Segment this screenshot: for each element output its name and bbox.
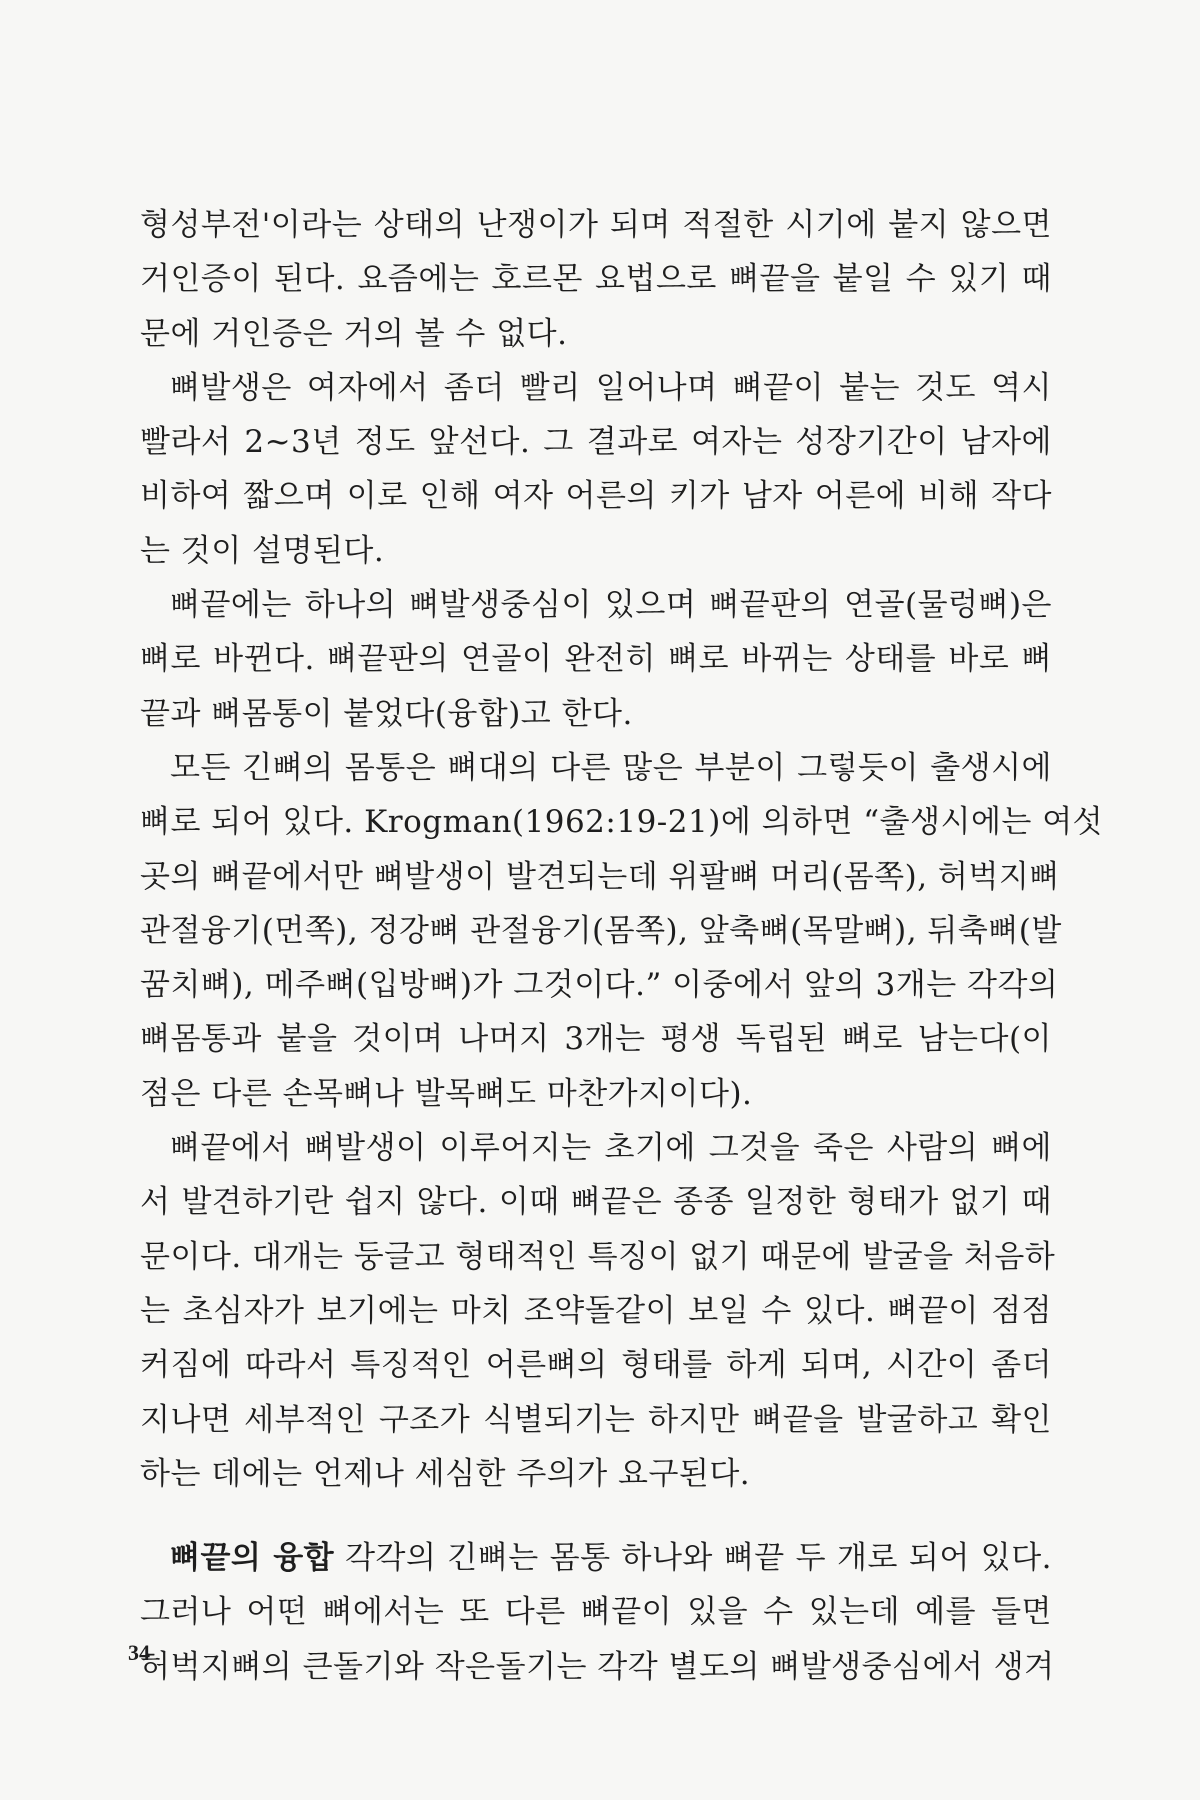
text-line: 뼈끝에서 뼈발생이 이루어지는 초기에 그것을 죽은 사람의 뼈에 (170, 1130, 1052, 1167)
text-line: 뼈로 바뀐다. 뼈끝판의 연골이 완전히 뼈로 바뀌는 상태를 바로 뼈 (140, 641, 1052, 678)
text-line: 문이다. 대개는 둥글고 형태적인 특징이 없기 때문에 발굴을 처음하 (140, 1238, 1056, 1275)
text-line: 그러나 어떤 뼈에서는 또 다른 뼈끝이 있을 수 있는데 예를 들면 (140, 1594, 1052, 1631)
text-line: 허벅지뼈의 큰돌기와 작은돌기는 각각 별도의 뼈발생중심에서 생겨 (140, 1648, 1055, 1685)
text-line: 커짐에 따라서 특징적인 어른뼈의 형태를 하게 되며, 시간이 좀더 (140, 1347, 1052, 1384)
text-line: 뼈몸통과 붙을 것이며 나머지 3개는 평생 독립된 뼈로 남는다(이 (140, 1021, 1052, 1058)
text-line: 하는 데에는 언제나 세심한 주의가 요구된다. (140, 1455, 751, 1492)
text-line: 꿈치뼈), 메주뼈(입방뼈)가 그것이다.” 이중에서 앞의 3개는 각각의 (140, 967, 1059, 1004)
paragraph (140, 361, 1052, 578)
text-line: 는 것이 설명된다. (140, 532, 385, 569)
page-body (140, 198, 1104, 1694)
text-line: 뼈로 되어 있다. Krogman(1962:19-21)에 의하면 “출생시에는 여섯 (140, 804, 1104, 841)
text-line: 문에 거인증은 거의 볼 수 없다. (140, 315, 568, 352)
text-line: 서 발견하기란 쉽지 않다. 이때 뼈끝은 종종 일정한 형태가 없기 때 (140, 1184, 1052, 1221)
section-heading: 뼈끝의 융합 (170, 1540, 335, 1577)
paragraph (140, 741, 1104, 1121)
text-line: 점은 다른 손목뼈나 발목뼈도 마찬가지이다). (140, 1075, 753, 1112)
text-line: 관절융기(먼쪽), 정강뼈 관절융기(몸쪽), 앞축뼈(목말뼈), 뒤축뼈(발 (140, 912, 1062, 949)
page-number: 34 (128, 1640, 150, 1665)
text-line: 끝과 뼈몸통이 붙었다(융합)고 한다. (140, 695, 633, 732)
text-line: 는 초심자가 보기에는 마치 조약돌같이 보일 수 있다. 뼈끝이 점점 (140, 1292, 1052, 1329)
text-line: 거인증이 된다. 요즘에는 호르몬 요법으로 뼈끝을 붙일 수 있기 때 (140, 261, 1052, 298)
paragraph (140, 1121, 1056, 1501)
text-line: 뼈발생은 여자에서 좀더 빨리 일어나며 뼈끝이 붙는 것도 역시 (170, 369, 1052, 406)
text-line: 빨라서 2~3년 정도 앞선다. 그 결과로 여자는 성장기간이 남자에 (140, 424, 1052, 461)
text-line: 형성부전'이라는 상태의 난쟁이가 되며 적절한 시기에 붙지 않으면 (140, 207, 1052, 243)
section-gap (140, 1501, 1052, 1531)
text-line: 뼈끝에는 하나의 뼈발생중심이 있으며 뼈끝판의 연골(물렁뼈)은 (170, 587, 1052, 624)
paragraph (140, 198, 1052, 361)
text-line: 모든 긴뼈의 몸통은 뼈대의 다른 많은 부분이 그렇듯이 출생시에 (170, 749, 1052, 786)
paragraph (140, 578, 1052, 741)
text-line: 지나면 세부적인 구조가 식별되기는 하지만 뼈끝을 발굴하고 확인 (140, 1401, 1052, 1438)
section-first-line: 각각의 긴뼈는 몸통 하나와 뼈끝 두 개로 되어 있다. (345, 1540, 1052, 1577)
text-line: 곳의 뼈끝에서만 뼈발생이 발견되는데 위팔뼈 머리(몸쪽), 허벅지뼈 (140, 858, 1060, 895)
text-line: 비하여 짧으며 이로 인해 여자 어른의 키가 남자 어른에 비해 작다 (140, 478, 1052, 515)
section-paragraph (140, 1531, 1055, 1694)
text-line (140, 1531, 1052, 1585)
